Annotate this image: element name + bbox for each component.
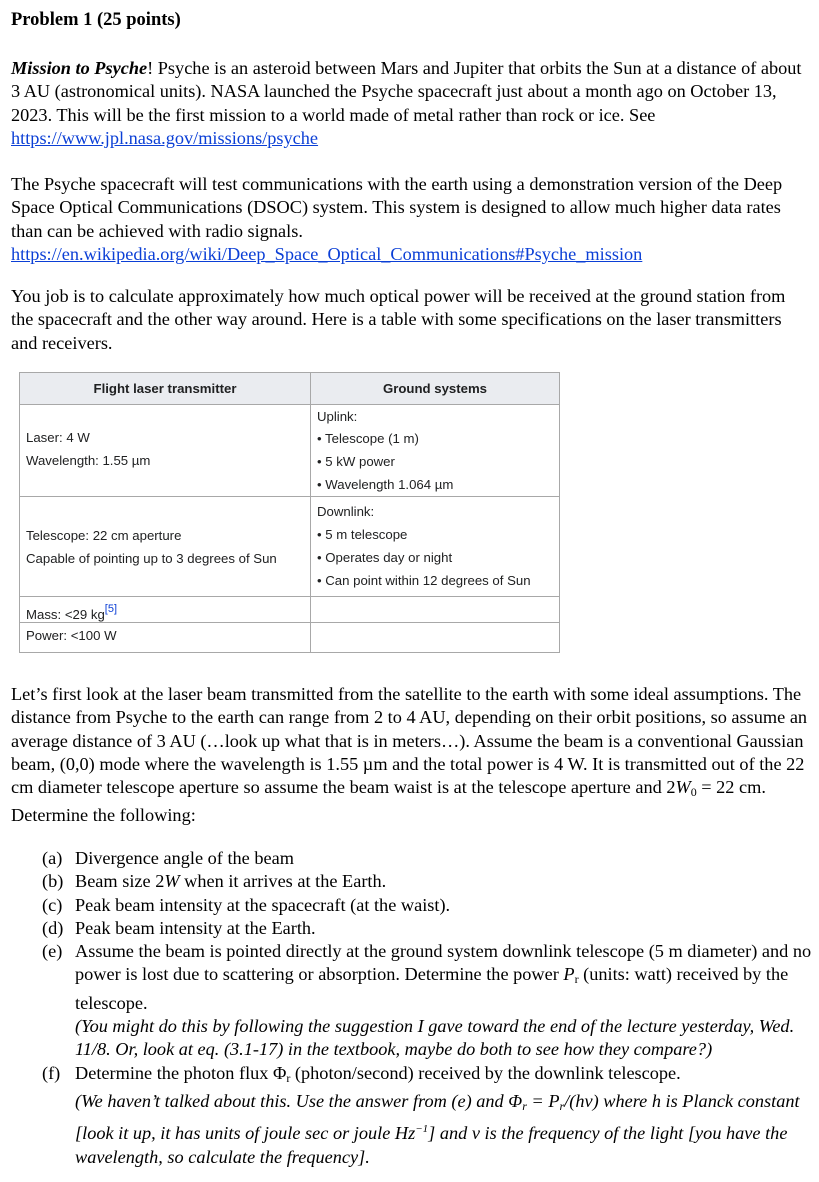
question-label: (f) [42, 1062, 61, 1083]
downlink-title: Downlink: [317, 504, 375, 519]
downlink-item: • 5 m telescope [317, 524, 407, 547]
question-label: (d) [42, 917, 64, 938]
mission-title: Mission to Psyche [11, 58, 148, 78]
question-note: (You might do this by following the suggestion I gave toward the end of the lecture yesterday, Wed. 11/8. Or, look at eq. (3.1-17) in the textbook, maybe do both to see how they compare?) [75, 1016, 795, 1060]
wavelength-spec: Wavelength: 1.55 µm [26, 453, 151, 468]
note-text: = P [526, 1090, 560, 1111]
question-text: (units: watt) received by the telescope. [75, 964, 789, 1013]
question-text: Assume the beam is pointed directly at the ground system downlink telescope (5 m diameter) and no power is lost due to scattering or absorption. Determine the power [75, 941, 812, 985]
note-text: /(hν) where h is Planck constant [look it up, it has units of joule sec or joule Hz [75, 1090, 800, 1144]
mass-text: Mass: <29 kg [26, 607, 105, 622]
laser-spec: Laser: 4 W [26, 430, 90, 445]
question-text: Peak beam intensity at the spacecraft (at the waist). [75, 894, 451, 915]
question-text: Beam size 2 [75, 871, 165, 892]
question-note [75, 1090, 812, 1169]
uplink-item: • Telescope (1 m) [317, 428, 419, 451]
question-label: (b) [42, 871, 64, 892]
col-header-flight: Flight laser transmitter [20, 373, 310, 404]
task-text: You job is to calculate approximately how much optical power will be received at the ground station from the spacecraft and the other way around. Here is a table with some specifications on the laser transmitters and receivers. [11, 286, 786, 353]
mission-text: ! Psyche is an asteroid between Mars and Jupiter that orbits the Sun at a distance of about 3 AU (astronomical units). NASA launched the Psyche spacecraft just about a month ago on October 13, 2023. This will be the first mission to a world made of metal rather than rock or ice. See [11, 58, 802, 125]
question-text: (photon/second) received by the downlink telescope. [290, 1062, 681, 1083]
p-symbol: P [563, 964, 575, 985]
col-header-ground: Ground systems [311, 373, 559, 404]
determine-text: Determine the following: [11, 805, 196, 826]
superscript: −1 [415, 1123, 429, 1136]
uplink-title: Uplink: [317, 409, 358, 424]
mass-ref[interactable]: [5] [104, 603, 118, 615]
beam-text-end: = 22 cm. [696, 777, 766, 798]
power-spec: Power: <100 W [26, 628, 117, 643]
task-paragraph [11, 285, 811, 355]
dsoc-paragraph [11, 173, 811, 266]
intro-paragraph [11, 57, 811, 150]
question-a [42, 847, 812, 870]
question-text: Determine the photon flux Φ [75, 1062, 287, 1083]
telescope-spec: Telescope: 22 cm aperture [26, 528, 182, 543]
w-symbol: W [164, 871, 180, 892]
downlink-item: • Can point within 12 degrees of Sun [317, 570, 531, 593]
subscript: r [559, 1098, 565, 1113]
w-subscript: 0 [690, 785, 697, 800]
question-text: Peak beam intensity at the Earth. [75, 917, 316, 938]
question-label: (a) [42, 848, 63, 868]
beam-text: Let’s first look at the laser beam transmitted from the satellite to the earth with some ideal assumptions. The distance from Psyche to the earth can range from 2 to 4 AU, depending on their orbit positions, so assume an average distance of 3 AU (…look up what that is in meters…). Assume the beam is a conventional Gaussian beam, (0,0) mode where the wavelength is 1.55 µm and the total power is 4 W. It is transmitted out of the 22 cm diameter telescope aperture so assume the beam waist is at the telescope aperture and 2 [11, 684, 808, 798]
wikipedia-link[interactable]: https://en.wikipedia.org/wiki/Deep_Space_Optical_Communications#Psyche_mission [11, 243, 643, 264]
question-e [42, 940, 812, 1061]
question-list [42, 847, 812, 1169]
w-symbol: W [675, 777, 691, 798]
question-d [42, 917, 812, 940]
question-label: (e) [42, 941, 63, 962]
subscript: r [522, 1098, 527, 1113]
note-text: ] and ν is the frequency of the light [you have the wavelength, so calculate the frequency]. [75, 1123, 788, 1167]
pointing-spec: Capable of pointing up to 3 degrees of Sun [26, 551, 277, 566]
uplink-item: • Wavelength 1.064 µm [317, 474, 453, 497]
question-text: Divergence angle of the beam [75, 848, 294, 868]
question-text: when it arrives at the Earth. [179, 871, 387, 892]
question-f [42, 1062, 812, 1169]
question-c [42, 894, 812, 917]
jpl-link[interactable]: https://www.jpl.nasa.gov/missions/psyche [11, 127, 319, 148]
question-b [42, 870, 812, 893]
subscript: r [286, 1070, 291, 1085]
problem-title: Problem 1 (25 points) [11, 10, 181, 30]
beam-paragraph [11, 683, 811, 828]
subscript: r [574, 972, 579, 987]
uplink-item: • 5 kW power [317, 451, 395, 474]
note-text: (We haven’t talked about this. Use the answer from (e) and Φ [75, 1090, 523, 1111]
question-label: (c) [42, 894, 63, 915]
dsoc-text: The Psyche spacecraft will test communications with the earth using a demonstration version of the Deep Space Optical Communications (DSOC) system. This system is designed to allow much higher data rates than can be achieved with radio signals. [11, 174, 783, 241]
mass-spec [26, 598, 117, 627]
spec-table [19, 372, 560, 653]
downlink-item: • Operates day or night [317, 547, 452, 570]
